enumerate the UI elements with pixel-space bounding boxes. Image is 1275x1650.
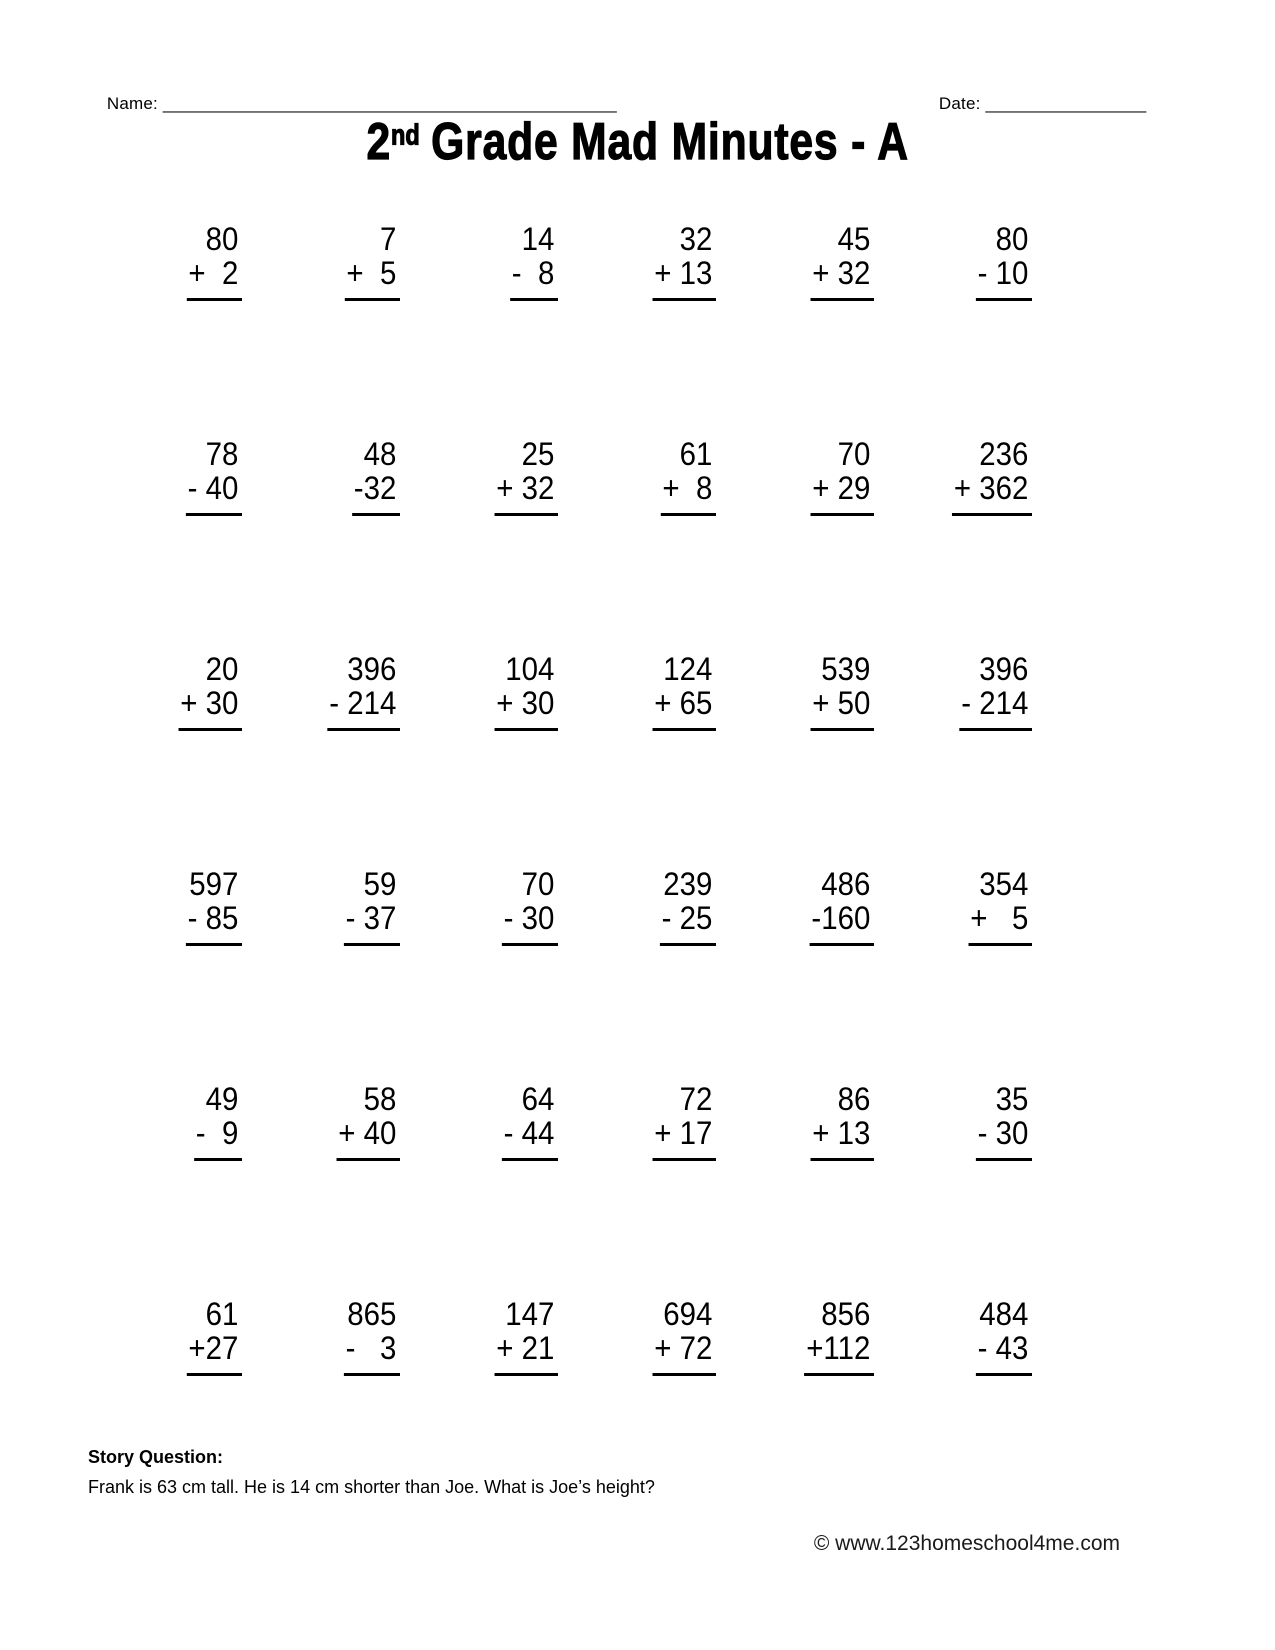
problem-bottom-line	[571, 686, 716, 731]
problems-grid	[84, 222, 1032, 1512]
problem-top-operand: 80	[995, 221, 1029, 257]
problem-operator-operand: + 8	[661, 471, 716, 516]
problem-top-operand: 239	[663, 866, 713, 902]
problem-cell	[729, 1082, 874, 1161]
problem-operator-operand: - 85	[186, 901, 242, 946]
problem-operator-operand: + 13	[810, 1116, 874, 1161]
problem-bottom-line	[887, 1331, 1032, 1376]
problem-operator-operand: + 17	[652, 1116, 716, 1161]
problem-top-operand: 694	[663, 1296, 713, 1332]
problem-bottom-line	[887, 256, 1032, 301]
problem-top-operand: 236	[979, 436, 1029, 472]
problem-row	[84, 1082, 1032, 1161]
problem-top-operand: 32	[679, 221, 713, 257]
problem-operator-operand: - 30	[976, 1116, 1032, 1161]
problem-row	[84, 437, 1032, 516]
problem-bottom-line	[887, 901, 1032, 946]
problem-top-operand: 80	[205, 221, 239, 257]
problem-operator-operand: + 2	[187, 256, 242, 301]
problem-top-operand: 70	[837, 436, 871, 472]
problem-cell	[571, 1082, 716, 1161]
title-text: Grade Mad Minutes - A	[431, 113, 909, 171]
problem-row	[84, 867, 1032, 946]
problem-top-operand: 856	[821, 1296, 871, 1332]
problem-operator-operand: + 32	[810, 256, 874, 301]
problem-bottom-line	[413, 901, 558, 946]
problem-bottom-line	[97, 256, 242, 301]
problem-top-operand: 45	[837, 221, 871, 257]
problem-top-operand: 14	[521, 221, 555, 257]
problem-top-operand: 597	[189, 866, 239, 902]
problem-bottom-line	[729, 901, 874, 946]
problem-operator-operand: +27	[187, 1331, 242, 1376]
problem-cell	[729, 652, 874, 731]
problem-top-operand: 72	[679, 1081, 713, 1117]
problem-operator-operand: - 10	[976, 256, 1032, 301]
problem-top-operand: 484	[979, 1296, 1029, 1332]
problem-top-operand: 124	[663, 651, 713, 687]
problem-cell	[255, 222, 400, 301]
problem-cell	[255, 652, 400, 731]
problem-cell	[571, 437, 716, 516]
page-title	[366, 112, 908, 172]
problem-cell	[413, 437, 558, 516]
problem-operator-operand: - 44	[502, 1116, 558, 1161]
problem-cell	[887, 1082, 1032, 1161]
problem-cell	[97, 652, 242, 731]
problem-top-operand: 7	[379, 221, 397, 257]
problem-bottom-line	[571, 471, 716, 516]
problem-bottom-line	[571, 256, 716, 301]
problem-cell	[729, 222, 874, 301]
title-container	[0, 112, 1275, 172]
name-blank-line: ________________________________________________	[162, 94, 617, 113]
story-question-heading: Story Question:	[88, 1447, 224, 1467]
problem-top-operand: 49	[205, 1081, 239, 1117]
problem-cell	[571, 867, 716, 946]
problem-top-operand: 59	[363, 866, 397, 902]
problem-cell	[97, 1297, 242, 1376]
date-blank-line: _________________	[985, 94, 1147, 113]
problem-bottom-line	[571, 1331, 716, 1376]
title-grade-number: 2	[366, 113, 391, 171]
problem-bottom-line	[255, 1116, 400, 1161]
problem-operator-operand: - 40	[186, 471, 242, 516]
problem-bottom-line	[887, 1116, 1032, 1161]
problem-bottom-line	[97, 901, 242, 946]
problem-operator-operand: - 214	[959, 686, 1032, 731]
name-label: Name:	[106, 94, 163, 113]
problem-bottom-line	[729, 1116, 874, 1161]
problem-top-operand: 865	[347, 1296, 397, 1332]
copyright-notice: © www.123homeschool4me.com	[813, 1532, 1120, 1555]
problem-bottom-line	[729, 256, 874, 301]
problem-bottom-line	[729, 471, 874, 516]
problem-bottom-line	[97, 471, 242, 516]
problem-top-operand: 78	[205, 436, 239, 472]
problem-cell	[97, 1082, 242, 1161]
problem-bottom-line	[413, 471, 558, 516]
problem-operator-operand: +112	[804, 1331, 874, 1376]
problem-bottom-line	[571, 1116, 716, 1161]
problem-operator-operand: + 21	[494, 1331, 558, 1376]
problem-operator-operand: - 9	[194, 1116, 242, 1161]
problem-top-operand: 61	[679, 436, 713, 472]
problem-cell	[255, 1082, 400, 1161]
problem-cell	[729, 437, 874, 516]
problem-bottom-line	[255, 471, 400, 516]
problem-cell	[413, 652, 558, 731]
problem-operator-operand: + 30	[494, 686, 558, 731]
problem-operator-operand: - 8	[510, 256, 558, 301]
problem-row	[84, 1297, 1032, 1376]
problem-bottom-line	[97, 686, 242, 731]
problem-bottom-line	[255, 1331, 400, 1376]
problem-top-operand: 147	[505, 1296, 555, 1332]
problem-row	[84, 652, 1032, 731]
problem-top-operand: 396	[347, 651, 397, 687]
problem-cell	[413, 1297, 558, 1376]
problem-operator-operand: + 30	[178, 686, 242, 731]
problem-operator-operand: - 214	[327, 686, 400, 731]
date-label: Date:	[938, 94, 986, 113]
problem-cell	[571, 1297, 716, 1376]
problem-top-operand: 61	[205, 1296, 239, 1332]
problem-bottom-line	[97, 1331, 242, 1376]
problem-operator-operand: - 43	[976, 1331, 1032, 1376]
problem-top-operand: 25	[521, 436, 555, 472]
title-ordinal-suffix: nd	[390, 119, 420, 152]
problem-cell	[97, 867, 242, 946]
problem-cell	[887, 437, 1032, 516]
problem-top-operand: 35	[995, 1081, 1029, 1117]
problem-bottom-line	[255, 686, 400, 731]
problem-top-operand: 64	[521, 1081, 555, 1117]
problem-cell	[729, 867, 874, 946]
problem-cell	[255, 867, 400, 946]
problem-operator-operand: - 30	[502, 901, 558, 946]
problem-cell	[413, 1082, 558, 1161]
problem-cell	[571, 652, 716, 731]
problem-operator-operand: + 5	[345, 256, 400, 301]
problem-cell	[729, 1297, 874, 1376]
problem-cell	[97, 437, 242, 516]
story-question-section	[88, 1442, 655, 1502]
problem-cell	[255, 437, 400, 516]
problem-top-operand: 70	[521, 866, 555, 902]
problem-operator-operand: - 37	[344, 901, 400, 946]
problem-bottom-line	[413, 686, 558, 731]
problem-operator-operand: - 3	[344, 1331, 400, 1376]
problem-operator-operand: + 5	[968, 901, 1032, 946]
problem-cell	[413, 222, 558, 301]
problem-operator-operand: + 29	[810, 471, 874, 516]
problem-operator-operand: -32	[352, 471, 400, 516]
problem-top-operand: 86	[837, 1081, 871, 1117]
problem-cell	[887, 1297, 1032, 1376]
problem-bottom-line	[413, 256, 558, 301]
problem-bottom-line	[413, 1116, 558, 1161]
problem-cell	[887, 867, 1032, 946]
problem-cell	[255, 1297, 400, 1376]
problem-top-operand: 486	[821, 866, 871, 902]
problem-bottom-line	[729, 1331, 874, 1376]
problem-top-operand: 396	[979, 651, 1029, 687]
problem-operator-operand: + 40	[336, 1116, 400, 1161]
problem-top-operand: 539	[821, 651, 871, 687]
problem-operator-operand: + 50	[810, 686, 874, 731]
problem-row	[84, 222, 1032, 301]
problem-top-operand: 354	[979, 866, 1029, 902]
problem-operator-operand: -160	[810, 901, 874, 946]
problem-top-operand: 20	[205, 651, 239, 687]
problem-top-operand: 104	[505, 651, 555, 687]
problem-cell	[97, 222, 242, 301]
problem-bottom-line	[729, 686, 874, 731]
story-question-text: Frank is 63 cm tall. He is 14 cm shorter than Joe. What is Joe’s height?	[88, 1477, 655, 1497]
problem-operator-operand: + 65	[652, 686, 716, 731]
problem-top-operand: 48	[363, 436, 397, 472]
problem-cell	[571, 222, 716, 301]
problem-bottom-line	[571, 901, 716, 946]
problem-operator-operand: + 362	[952, 471, 1032, 516]
problem-bottom-line	[97, 1116, 242, 1161]
problem-bottom-line	[413, 1331, 558, 1376]
problem-bottom-line	[887, 471, 1032, 516]
problem-bottom-line	[255, 901, 400, 946]
problem-operator-operand: + 72	[652, 1331, 716, 1376]
problem-operator-operand: - 25	[660, 901, 716, 946]
problem-cell	[887, 652, 1032, 731]
problem-operator-operand: + 13	[652, 256, 716, 301]
problem-cell	[413, 867, 558, 946]
problem-bottom-line	[255, 256, 400, 301]
problem-bottom-line	[887, 686, 1032, 731]
problem-operator-operand: + 32	[494, 471, 558, 516]
problem-cell	[887, 222, 1032, 301]
problem-top-operand: 58	[363, 1081, 397, 1117]
